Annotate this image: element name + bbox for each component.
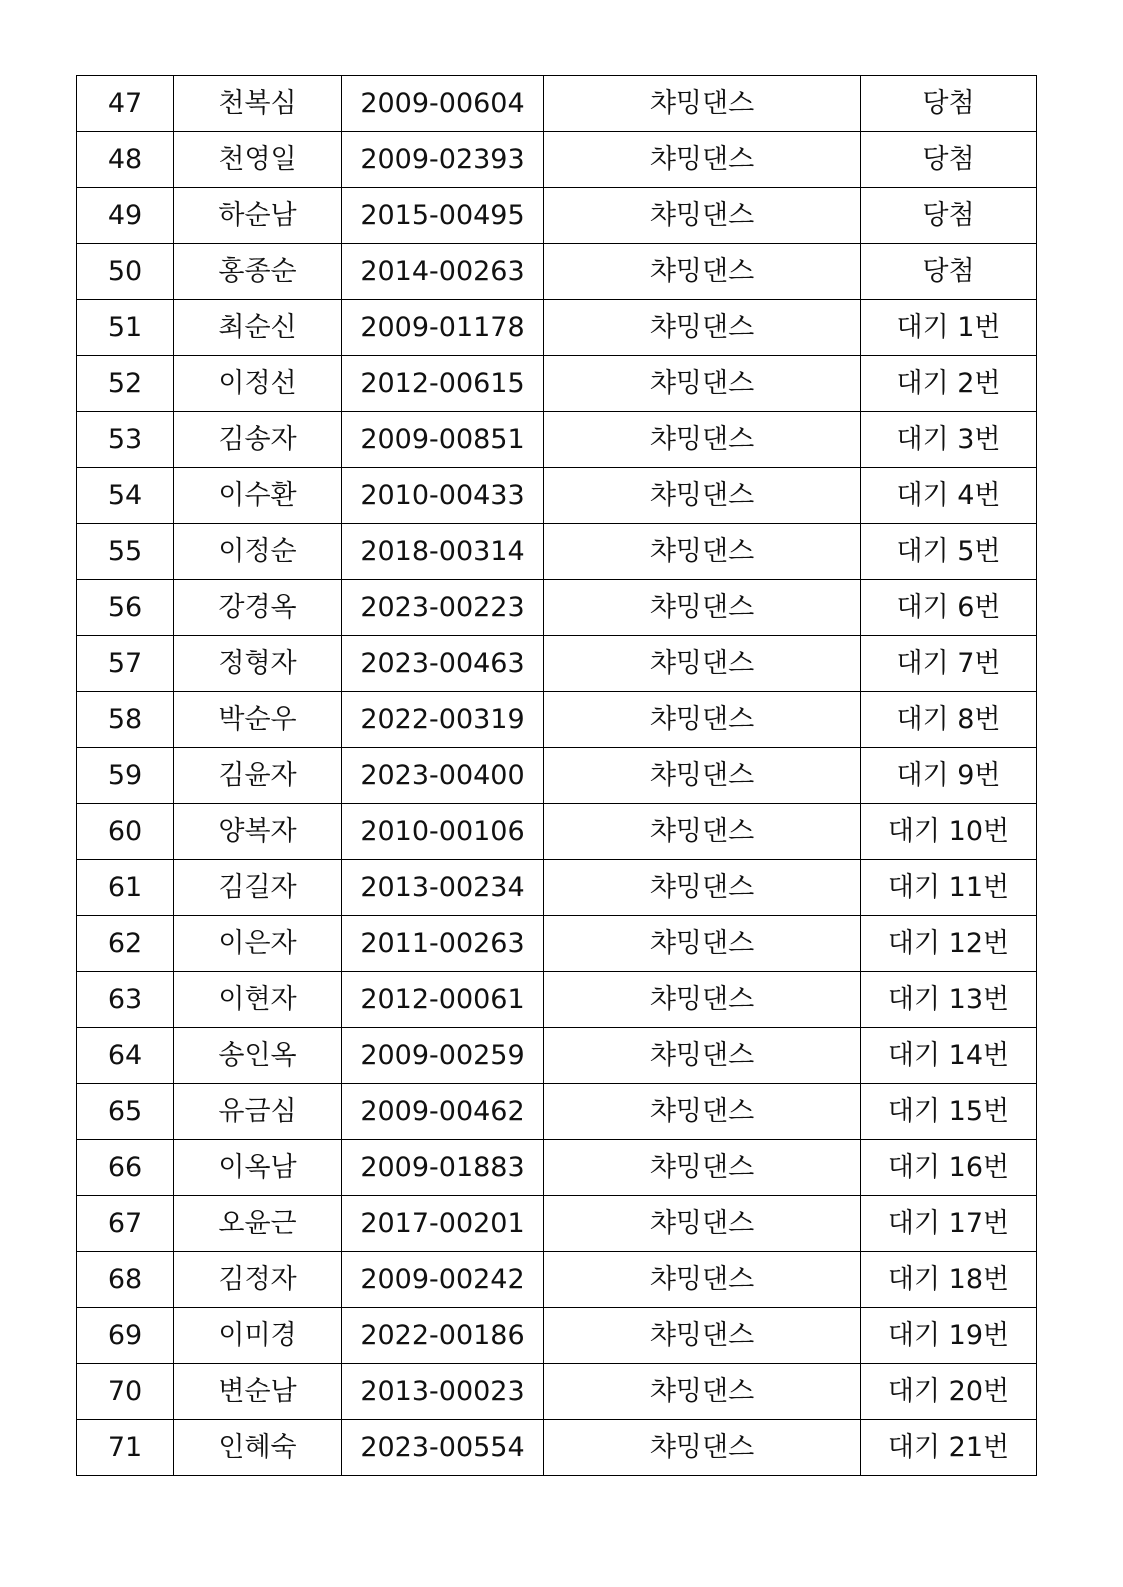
row-number-cell: 62 [77,916,174,972]
lottery-result-cell: 당첨 [861,244,1037,300]
member-name-cell: 천영일 [174,132,342,188]
member-id-cell: 2022-00319 [342,692,544,748]
member-id-cell: 2009-01178 [342,300,544,356]
row-number-cell: 64 [77,1028,174,1084]
table-row [77,636,1037,692]
row-number-cell: 63 [77,972,174,1028]
lottery-result-table [76,75,1037,1476]
lottery-result-cell: 대기 9번 [861,748,1037,804]
member-name-cell: 이미경 [174,1308,342,1364]
lottery-result-cell: 대기 13번 [861,972,1037,1028]
member-id-cell: 2010-00433 [342,468,544,524]
member-name-cell: 김길자 [174,860,342,916]
member-id-cell: 2009-02393 [342,132,544,188]
lottery-result-cell: 대기 8번 [861,692,1037,748]
member-id-cell: 2009-00851 [342,412,544,468]
program-name-cell: 챠밍댄스 [544,1364,861,1420]
member-name-cell: 홍종순 [174,244,342,300]
row-number-cell: 55 [77,524,174,580]
program-name-cell: 챠밍댄스 [544,972,861,1028]
row-number-cell: 69 [77,1308,174,1364]
table-row [77,860,1037,916]
lottery-result-cell: 대기 14번 [861,1028,1037,1084]
member-name-cell: 박순우 [174,692,342,748]
member-id-cell: 2009-00462 [342,1084,544,1140]
table-row [77,748,1037,804]
member-name-cell: 이정순 [174,524,342,580]
member-name-cell: 김송자 [174,412,342,468]
member-id-cell: 2009-00259 [342,1028,544,1084]
member-id-cell: 2013-00023 [342,1364,544,1420]
member-id-cell: 2022-00186 [342,1308,544,1364]
table-row [77,1196,1037,1252]
member-id-cell: 2009-00604 [342,76,544,132]
table-row [77,692,1037,748]
row-number-cell: 70 [77,1364,174,1420]
lottery-result-cell: 대기 12번 [861,916,1037,972]
table-row [77,1252,1037,1308]
member-name-cell: 이옥남 [174,1140,342,1196]
table-row [77,300,1037,356]
program-name-cell: 챠밍댄스 [544,748,861,804]
row-number-cell: 54 [77,468,174,524]
row-number-cell: 56 [77,580,174,636]
row-number-cell: 53 [77,412,174,468]
table-row [77,580,1037,636]
table-row [77,1420,1037,1476]
row-number-cell: 65 [77,1084,174,1140]
table-row [77,412,1037,468]
table-row [77,1308,1037,1364]
program-name-cell: 챠밍댄스 [544,1420,861,1476]
member-name-cell: 천복심 [174,76,342,132]
lottery-result-cell: 대기 3번 [861,412,1037,468]
lottery-result-cell: 대기 10번 [861,804,1037,860]
member-name-cell: 변순남 [174,1364,342,1420]
lottery-result-cell: 대기 11번 [861,860,1037,916]
program-name-cell: 챠밍댄스 [544,916,861,972]
table-row [77,356,1037,412]
program-name-cell: 챠밍댄스 [544,188,861,244]
lottery-result-cell: 대기 4번 [861,468,1037,524]
lottery-result-cell: 대기 20번 [861,1364,1037,1420]
row-number-cell: 61 [77,860,174,916]
member-id-cell: 2015-00495 [342,188,544,244]
table-row [77,804,1037,860]
member-name-cell: 오윤근 [174,1196,342,1252]
program-name-cell: 챠밍댄스 [544,804,861,860]
table-row [77,468,1037,524]
row-number-cell: 59 [77,748,174,804]
row-number-cell: 47 [77,76,174,132]
program-name-cell: 챠밍댄스 [544,860,861,916]
member-id-cell: 2017-00201 [342,1196,544,1252]
lottery-result-cell: 당첨 [861,76,1037,132]
member-name-cell: 인혜숙 [174,1420,342,1476]
member-name-cell: 이정선 [174,356,342,412]
row-number-cell: 48 [77,132,174,188]
member-name-cell: 정형자 [174,636,342,692]
row-number-cell: 71 [77,1420,174,1476]
member-id-cell: 2011-00263 [342,916,544,972]
table-body [77,76,1037,1476]
lottery-result-cell: 대기 2번 [861,356,1037,412]
lottery-result-cell: 대기 21번 [861,1420,1037,1476]
lottery-result-cell: 대기 18번 [861,1252,1037,1308]
lottery-result-cell: 당첨 [861,132,1037,188]
member-name-cell: 강경옥 [174,580,342,636]
member-name-cell: 양복자 [174,804,342,860]
table-row [77,132,1037,188]
member-id-cell: 2009-01883 [342,1140,544,1196]
program-name-cell: 챠밍댄스 [544,1140,861,1196]
member-name-cell: 김정자 [174,1252,342,1308]
table-row [77,76,1037,132]
member-id-cell: 2012-00061 [342,972,544,1028]
member-name-cell: 유금심 [174,1084,342,1140]
member-id-cell: 2023-00400 [342,748,544,804]
row-number-cell: 49 [77,188,174,244]
member-id-cell: 2023-00554 [342,1420,544,1476]
row-number-cell: 52 [77,356,174,412]
member-id-cell: 2012-00615 [342,356,544,412]
row-number-cell: 51 [77,300,174,356]
member-name-cell: 이은자 [174,916,342,972]
member-id-cell: 2010-00106 [342,804,544,860]
row-number-cell: 60 [77,804,174,860]
member-id-cell: 2023-00223 [342,580,544,636]
member-id-cell: 2023-00463 [342,636,544,692]
program-name-cell: 챠밍댄스 [544,468,861,524]
table-row [77,1028,1037,1084]
table-row [77,524,1037,580]
lottery-result-cell: 대기 6번 [861,580,1037,636]
member-name-cell: 이현자 [174,972,342,1028]
table-row [77,1140,1037,1196]
lottery-result-cell: 당첨 [861,188,1037,244]
row-number-cell: 57 [77,636,174,692]
member-id-cell: 2014-00263 [342,244,544,300]
member-id-cell: 2013-00234 [342,860,544,916]
program-name-cell: 챠밍댄스 [544,1308,861,1364]
row-number-cell: 50 [77,244,174,300]
member-name-cell: 이수환 [174,468,342,524]
table-row [77,188,1037,244]
lottery-result-cell: 대기 7번 [861,636,1037,692]
lottery-result-cell: 대기 17번 [861,1196,1037,1252]
program-name-cell: 챠밍댄스 [544,1252,861,1308]
member-id-cell: 2009-00242 [342,1252,544,1308]
program-name-cell: 챠밍댄스 [544,1028,861,1084]
program-name-cell: 챠밍댄스 [544,1084,861,1140]
program-name-cell: 챠밍댄스 [544,580,861,636]
table-row [77,1364,1037,1420]
lottery-result-cell: 대기 16번 [861,1140,1037,1196]
member-name-cell: 송인옥 [174,1028,342,1084]
program-name-cell: 챠밍댄스 [544,692,861,748]
lottery-result-cell: 대기 5번 [861,524,1037,580]
member-id-cell: 2018-00314 [342,524,544,580]
program-name-cell: 챠밍댄스 [544,300,861,356]
program-name-cell: 챠밍댄스 [544,76,861,132]
program-name-cell: 챠밍댄스 [544,132,861,188]
row-number-cell: 58 [77,692,174,748]
member-name-cell: 김윤자 [174,748,342,804]
program-name-cell: 챠밍댄스 [544,636,861,692]
document-page [76,75,1036,1476]
lottery-result-cell: 대기 15번 [861,1084,1037,1140]
table-row [77,244,1037,300]
program-name-cell: 챠밍댄스 [544,412,861,468]
table-row [77,916,1037,972]
program-name-cell: 챠밍댄스 [544,244,861,300]
row-number-cell: 66 [77,1140,174,1196]
member-name-cell: 최순신 [174,300,342,356]
lottery-result-cell: 대기 1번 [861,300,1037,356]
member-name-cell: 하순남 [174,188,342,244]
program-name-cell: 챠밍댄스 [544,524,861,580]
row-number-cell: 67 [77,1196,174,1252]
program-name-cell: 챠밍댄스 [544,356,861,412]
lottery-result-cell: 대기 19번 [861,1308,1037,1364]
row-number-cell: 68 [77,1252,174,1308]
program-name-cell: 챠밍댄스 [544,1196,861,1252]
table-row [77,972,1037,1028]
table-row [77,1084,1037,1140]
